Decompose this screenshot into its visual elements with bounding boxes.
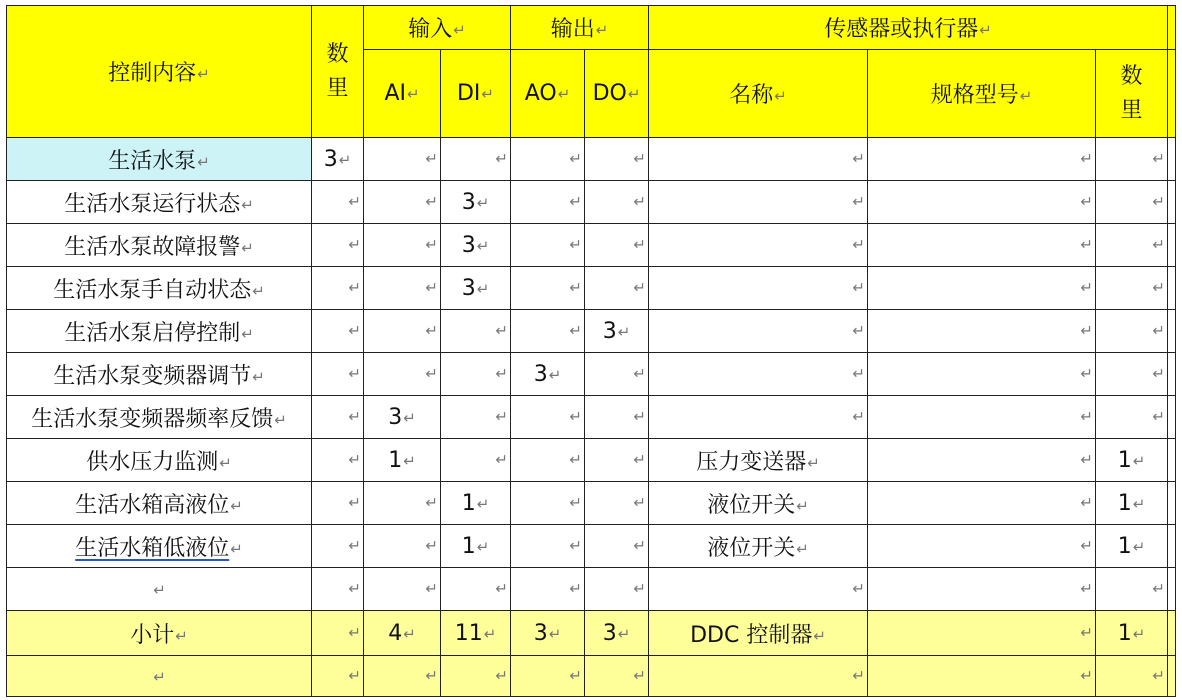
cell-qty[interactable]: ↵ [312, 396, 364, 439]
edge-cell [1168, 224, 1176, 267]
header-sensor-qty: 数 里 [1096, 50, 1168, 138]
edge-cell [1168, 310, 1176, 353]
table-row [7, 439, 1176, 482]
cell-sqty[interactable]: 1↵ [1096, 611, 1168, 656]
edge-cell [1168, 482, 1176, 525]
cell-qty[interactable]: ↵ [312, 656, 364, 697]
cell-di[interactable]: ↵ [441, 439, 511, 482]
cell-sqty[interactable]: 1↵ [1096, 525, 1168, 568]
cell-control[interactable]: 生活水泵手自动状态↵ [7, 267, 312, 310]
cell-ai[interactable]: 1↵ [364, 439, 441, 482]
cell-di[interactable]: 3↵ [441, 267, 511, 310]
table-row [7, 138, 1176, 181]
cell-control[interactable]: 生活水泵运行状态↵ [7, 181, 312, 224]
edge-cell [1168, 611, 1176, 656]
header-control: 控制内容↵ [7, 6, 312, 138]
cell-sqty[interactable]: ↵ [1096, 181, 1168, 224]
cell-spec[interactable]: ↵ [868, 224, 1096, 267]
cell-name[interactable]: ↵ [649, 267, 868, 310]
cell-do[interactable]: 3↵ [585, 611, 649, 656]
cell-ao[interactable]: 3↵ [511, 353, 585, 396]
cell-di[interactable]: ↵ [441, 138, 511, 181]
edge-cell [1168, 138, 1176, 181]
cell-qty[interactable]: ↵ [312, 224, 364, 267]
cell-sqty[interactable]: ↵ [1096, 310, 1168, 353]
cell-di[interactable]: ↵ [441, 353, 511, 396]
cell-ao[interactable]: ↵ [511, 656, 585, 697]
table-row [7, 396, 1176, 439]
cell-control[interactable]: 生活水箱高液位↵ [7, 482, 312, 525]
cell-ai[interactable]: ↵ [364, 310, 441, 353]
header-di: DI↵ [441, 50, 511, 138]
cell-control[interactable]: 生活水泵启停控制↵ [7, 310, 312, 353]
cell-spec[interactable]: ↵ [868, 267, 1096, 310]
cell-control[interactable]: 供水压力监测↵ [7, 439, 312, 482]
header-spec: 规格型号↵ [868, 50, 1096, 138]
cell-qty[interactable]: ↵ [312, 181, 364, 224]
cell-spec[interactable]: ↵ [868, 439, 1096, 482]
cell-control[interactable]: 生活水泵变频器调节↵ [7, 353, 312, 396]
edge-cell [1168, 181, 1176, 224]
edge-cell [1168, 656, 1176, 697]
cell-qty[interactable]: ↵ [312, 267, 364, 310]
cell-spec[interactable]: ↵ [868, 568, 1096, 611]
cell-name[interactable]: 压力变送器↵ [649, 439, 868, 482]
cell-sqty[interactable]: ↵ [1096, 396, 1168, 439]
header-sensor: 传感器或执行器↵ [649, 6, 1168, 50]
cell-ao[interactable]: ↵ [511, 568, 585, 611]
cell-do[interactable]: ↵ [585, 181, 649, 224]
cell-ai[interactable]: ↵ [364, 267, 441, 310]
cell-sqty[interactable]: 1↵ [1096, 482, 1168, 525]
cell-name[interactable]: 液位开关↵ [649, 525, 868, 568]
table-row [7, 224, 1176, 267]
cell-ai[interactable]: ↵ [364, 568, 441, 611]
cell-name[interactable]: ↵ [649, 181, 868, 224]
cell-qty[interactable]: ↵ [312, 353, 364, 396]
cell-qty[interactable]: ↵ [312, 310, 364, 353]
cell-ao[interactable]: ↵ [511, 482, 585, 525]
table-row [7, 525, 1176, 568]
cell-name[interactable]: ↵ [649, 568, 868, 611]
header-edge [1168, 50, 1176, 138]
cell-ai[interactable]: ↵ [364, 656, 441, 697]
cell-ao[interactable]: ↵ [511, 525, 585, 568]
cell-name[interactable]: ↵ [649, 138, 868, 181]
cell-control[interactable]: 生活水泵故障报警↵ [7, 224, 312, 267]
cell-do[interactable]: ↵ [585, 224, 649, 267]
table-row [7, 267, 1176, 310]
edge-cell [1168, 525, 1176, 568]
cell-di[interactable]: 3↵ [441, 181, 511, 224]
cell-ai[interactable]: ↵ [364, 353, 441, 396]
header-qty: 数 里 [312, 6, 364, 138]
cell-name[interactable]: ↵ [649, 396, 868, 439]
cell-name[interactable]: DDC 控制器↵ [649, 611, 868, 656]
cell-name[interactable]: ↵ [649, 353, 868, 396]
cell-sqty[interactable]: ↵ [1096, 224, 1168, 267]
cell-name[interactable]: ↵ [649, 656, 868, 697]
cell-spec[interactable]: ↵ [868, 310, 1096, 353]
cell-di[interactable]: ↵ [441, 656, 511, 697]
cell-control[interactable]: 生活水箱低液位↵ [7, 525, 312, 568]
header-input: 输入↵ [364, 6, 511, 50]
table-row [7, 482, 1176, 525]
cell-di[interactable]: ↵ [441, 310, 511, 353]
cell-qty[interactable]: ↵ [312, 525, 364, 568]
cell-name[interactable]: 液位开关↵ [649, 482, 868, 525]
edge-cell [1168, 267, 1176, 310]
cell-do[interactable]: ↵ [585, 267, 649, 310]
cell-do[interactable]: ↵ [585, 482, 649, 525]
cell-di[interactable]: ↵ [441, 568, 511, 611]
cell-qty[interactable]: ↵ [312, 482, 364, 525]
cell-do[interactable]: ↵ [585, 568, 649, 611]
cell-ao[interactable]: 3↵ [511, 611, 585, 656]
cell-ao[interactable]: ↵ [511, 439, 585, 482]
header-output: 输出↵ [511, 6, 649, 50]
cell-control[interactable]: 生活水泵↵ [7, 138, 312, 181]
header-do: DO↵ [585, 50, 649, 138]
edge-cell [1168, 353, 1176, 396]
header-ao: AO↵ [511, 50, 585, 138]
header-ai: AI↵ [364, 50, 441, 138]
cell-ao[interactable]: ↵ [511, 310, 585, 353]
cell-spec[interactable]: ↵ [868, 138, 1096, 181]
cell-ai[interactable]: 3↵ [364, 396, 441, 439]
cell-sqty[interactable]: ↵ [1096, 138, 1168, 181]
cell-control[interactable]: ↵ [7, 656, 312, 697]
cell-spec[interactable]: ↵ [868, 353, 1096, 396]
cell-di[interactable]: 1↵ [441, 482, 511, 525]
cell-name[interactable]: ↵ [649, 310, 868, 353]
cell-spec[interactable]: ↵ [868, 396, 1096, 439]
cell-do[interactable]: ↵ [585, 656, 649, 697]
cell-di[interactable]: 1↵ [441, 525, 511, 568]
cell-qty[interactable]: ↵ [312, 439, 364, 482]
header-row-1 [7, 6, 1176, 50]
cell-ao[interactable]: ↵ [511, 138, 585, 181]
cell-control[interactable]: ↵ [7, 568, 312, 611]
cell-di[interactable]: ↵ [441, 396, 511, 439]
cell-ai[interactable]: ↵ [364, 138, 441, 181]
cell-ai[interactable]: ↵ [364, 224, 441, 267]
edge-cell [1168, 439, 1176, 482]
cell-di[interactable]: 11↵ [441, 611, 511, 656]
subtotal-row [7, 611, 1176, 656]
cell-sqty[interactable]: 1↵ [1096, 439, 1168, 482]
cell-ao[interactable]: ↵ [511, 224, 585, 267]
cell-do[interactable]: ↵ [585, 138, 649, 181]
cell-spec[interactable]: ↵ [868, 181, 1096, 224]
cell-spec[interactable]: ↵ [868, 611, 1096, 656]
cell-do[interactable]: ↵ [585, 396, 649, 439]
cell-do[interactable]: 3↵ [585, 310, 649, 353]
cell-name[interactable]: ↵ [649, 224, 868, 267]
cell-ai[interactable]: 4↵ [364, 611, 441, 656]
cell-spec[interactable]: ↵ [868, 656, 1096, 697]
table-row [7, 181, 1176, 224]
cell-do[interactable]: ↵ [585, 439, 649, 482]
cell-control[interactable]: 小计↵ [7, 611, 312, 656]
cell-qty[interactable]: 3↵ [312, 138, 364, 181]
edge-cell [1168, 396, 1176, 439]
cell-do[interactable]: ↵ [585, 525, 649, 568]
cell-ai[interactable]: ↵ [364, 482, 441, 525]
io-point-table [6, 5, 1176, 697]
table-row [7, 353, 1176, 396]
cell-spec[interactable]: ↵ [868, 525, 1096, 568]
cell-ao[interactable]: ↵ [511, 396, 585, 439]
header-edge [1168, 6, 1176, 50]
cell-do[interactable]: ↵ [585, 353, 649, 396]
cell-qty[interactable]: ↵ [312, 611, 364, 656]
cell-ai[interactable]: ↵ [364, 525, 441, 568]
header-name: 名称↵ [649, 50, 868, 138]
table-row [7, 310, 1176, 353]
cell-spec[interactable]: ↵ [868, 482, 1096, 525]
cell-sqty[interactable]: ↵ [1096, 656, 1168, 697]
cell-sqty[interactable]: ↵ [1096, 353, 1168, 396]
cell-ao[interactable]: ↵ [511, 181, 585, 224]
cell-ao[interactable]: ↵ [511, 267, 585, 310]
table-row [7, 568, 1176, 611]
cell-sqty[interactable]: ↵ [1096, 267, 1168, 310]
extra-row [7, 656, 1176, 697]
cell-ai[interactable]: ↵ [364, 181, 441, 224]
cell-control[interactable]: 生活水泵变频器频率反馈↵ [7, 396, 312, 439]
cell-qty[interactable]: ↵ [312, 568, 364, 611]
cell-sqty[interactable]: ↵ [1096, 568, 1168, 611]
cell-di[interactable]: 3↵ [441, 224, 511, 267]
edge-cell [1168, 568, 1176, 611]
